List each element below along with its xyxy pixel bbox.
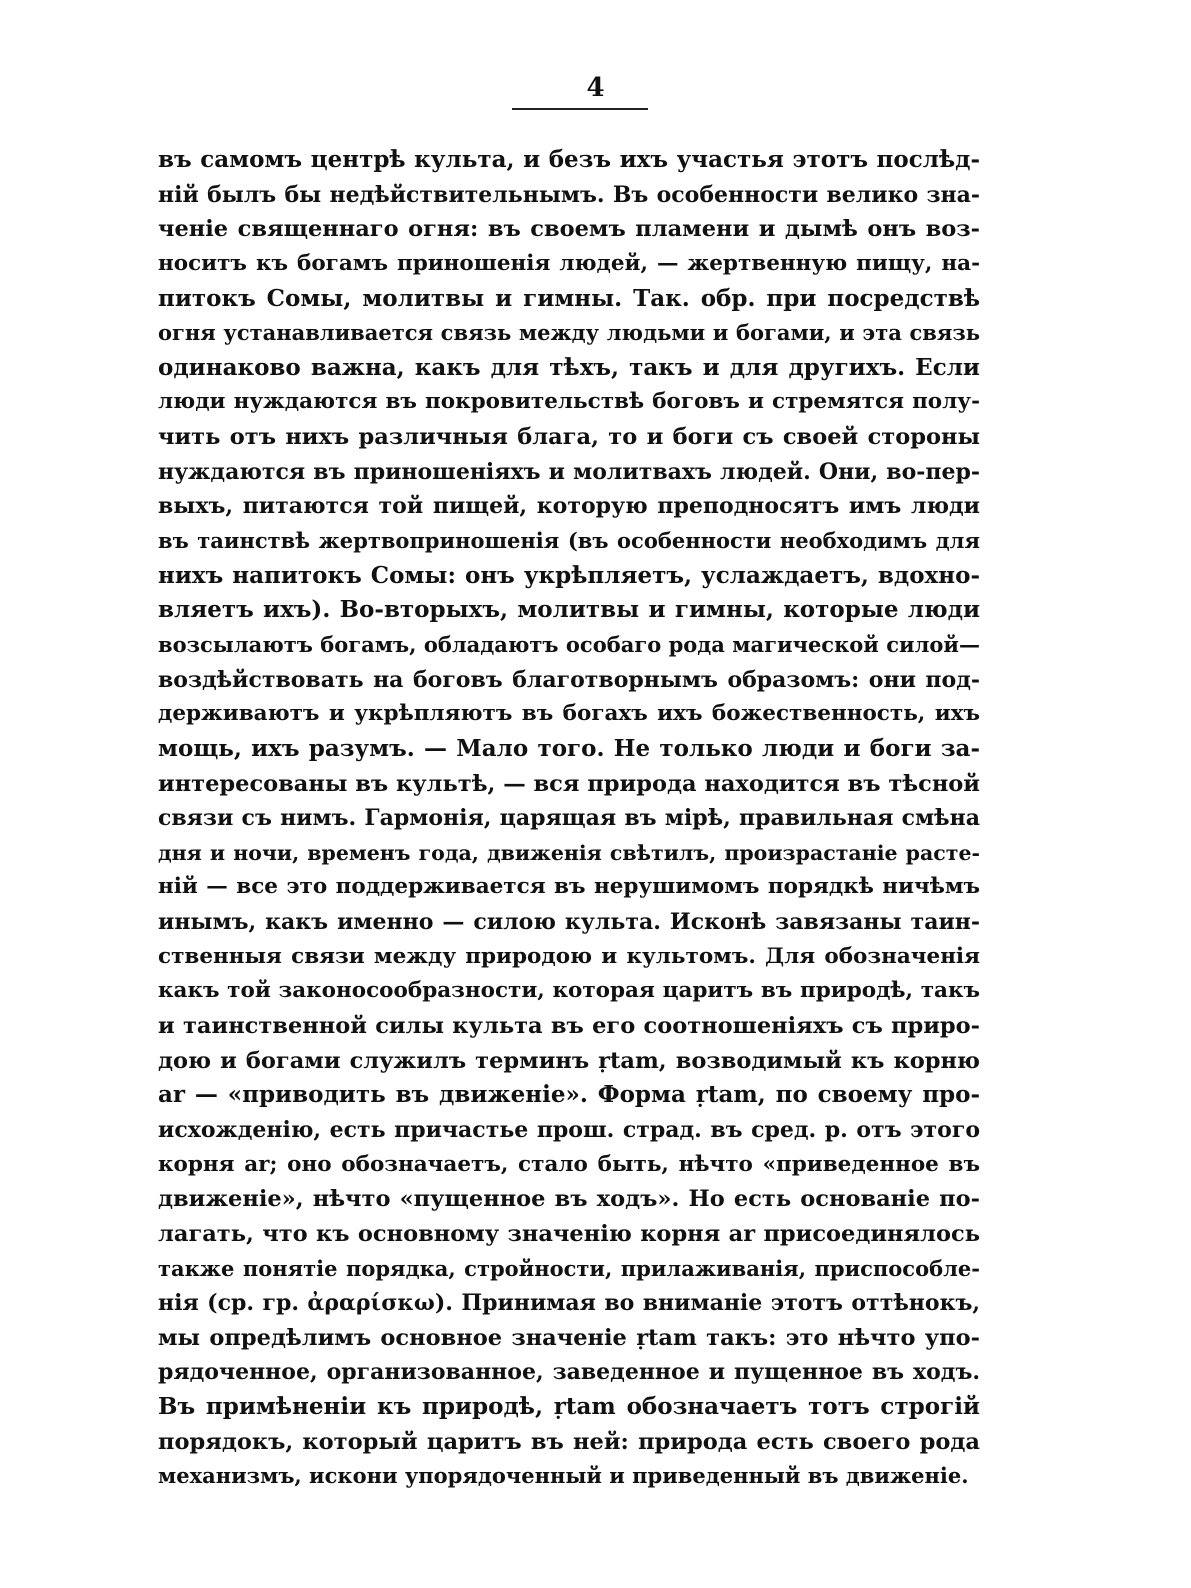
text-line: механизмъ, искони упорядоченный и приведенный въ движеніе. xyxy=(158,1463,969,1489)
text-line: возсылаютъ богамъ, обладаютъ особаго рода магической силой— xyxy=(158,631,980,657)
text-line: держиваютъ и укрѣпляютъ въ богахъ ихъ божественность, ихъ xyxy=(158,701,980,727)
text-line: люди нуждаются въ покровительствѣ боговъ и стремятся полу- xyxy=(158,389,980,415)
text-line: въ самомъ центрѣ культа, и безъ ихъ участья этотъ послѣд- xyxy=(158,146,980,173)
text-line: питокъ Сомы, молитвы и гимны. Так. обр. при посредствѣ xyxy=(158,284,980,312)
text-line: рядоченное, организованное, заведенное и пущенное въ ходъ. xyxy=(158,1359,980,1386)
text-line: чить отъ нихъ различныя блага, то и боги съ своей стороны xyxy=(158,424,980,451)
text-line: воздѣйствовать на боговъ благотворнымъ образомъ: они под- xyxy=(158,666,980,693)
text-line: исхожденію, есть причастье прош. страд. въ сред. р. отъ этого xyxy=(158,1116,980,1143)
text-line: ній — все это поддерживается въ нерушимомъ порядкѣ ничѣмъ xyxy=(158,874,980,900)
text-line: огня устанавливается связь между людьми и богами, и эта связь xyxy=(158,320,980,346)
text-line: въ таинствѣ жертвоприношенія (въ особенности необходимъ для xyxy=(158,528,980,554)
text-line: мощь, ихъ разумъ. — Мало того. Не только люди и боги за- xyxy=(158,734,980,762)
text-line: Въ примѣненіи къ природѣ, ṛtam обозначаетъ тотъ строгій xyxy=(158,1393,980,1421)
text-line: выхъ, питаются той пищей, которую преподносятъ имъ люди xyxy=(158,493,980,520)
header-rule xyxy=(512,108,648,110)
text-line: порядокъ, который царитъ въ ней: природа есть своего рода xyxy=(158,1428,980,1455)
text-line: интересованы въ культѣ, — вся природа находится въ тѣсной xyxy=(158,770,980,797)
body-text xyxy=(158,143,980,1494)
text-line: ar — «приводить въ движеніе». Форма ṛtam, по своему про- xyxy=(158,1081,980,1109)
text-line: нія (ср. гр. ἀραρίσκω). Принимая во вниманіе этотъ оттѣнокъ, xyxy=(158,1290,980,1317)
text-line: инымъ, какъ именно — силою культа. Исконѣ завязаны таин- xyxy=(158,909,980,936)
text-line: ній былъ бы недѣйствительнымъ. Въ особенности велико зна- xyxy=(158,181,980,208)
text-line: связи съ нимъ. Гармонія, царящая въ мірѣ, правильная смѣна xyxy=(158,805,980,832)
text-line: вляетъ ихъ). Во-вторыхъ, молитвы и гимны, которые люди xyxy=(158,596,980,624)
text-line: одинаково важна, какъ для тѣхъ, такъ и для другихъ. Если xyxy=(158,353,980,381)
text-line: и таинственной силы культа въ его соотношеніяхъ съ приро- xyxy=(158,1013,980,1040)
text-line: ственныя связи между природою и культомъ. Для обозначенія xyxy=(158,943,980,969)
text-line: нуждаются въ приношеніяхъ и молитвахъ людей. Они, во-пер- xyxy=(158,458,980,485)
text-line: дою и богами служилъ терминъ ṛtam, возводимый къ корню xyxy=(158,1047,980,1074)
text-line: нихъ напитокъ Сомы: онъ укрѣпляетъ, услаждаетъ, вдохно- xyxy=(158,561,980,589)
text-line: какъ той законосообразности, которая царитъ въ природѣ, такъ xyxy=(158,978,980,1004)
text-line: носитъ къ богамъ приношенія людей, — жертвенную пищу, на- xyxy=(158,250,980,276)
page-number: 4 xyxy=(586,73,605,103)
text-line: мы опредѣлимъ основное значеніе ṛtam такъ: это нѣчто упо- xyxy=(158,1324,980,1351)
text-line: движеніе», нѣчто «пущенное въ ходъ». Но есть основаніе по- xyxy=(158,1186,980,1213)
text-line: лагать, что къ основному значенію корня ar присоединялось xyxy=(158,1220,980,1247)
text-line: ченіе священнаго огня: въ своемъ пламени и дымѣ онъ воз- xyxy=(158,216,980,243)
text-line: дня и ночи, временъ года, движенія свѣтилъ, произрастаніе расте- xyxy=(158,840,980,865)
text-line: корня ar; оно обозначаетъ, стало быть, нѣчто «приведенное въ xyxy=(158,1151,980,1177)
text-line: также понятіе порядка, стройности, прилаживанія, приспособле- xyxy=(158,1255,980,1281)
